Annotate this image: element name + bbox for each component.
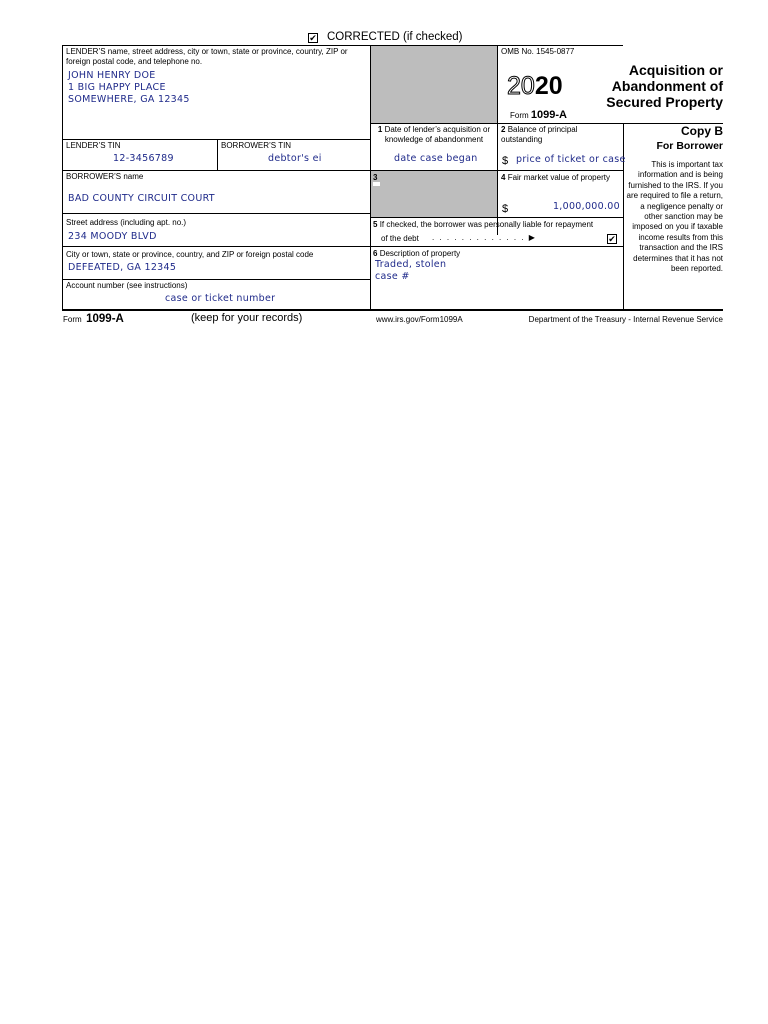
form-id: Form 1099-A <box>510 109 567 121</box>
box5-leader: . . . . . . . . . . . . . ▶ <box>432 233 537 242</box>
copy-heading: Copy B <box>681 124 723 138</box>
footer-department: Department of the Treasury - Internal Revenue Service <box>528 315 723 324</box>
borrower-tin-label: BORROWER’S TIN <box>221 141 292 150</box>
box5-label-2: of the debt <box>381 234 419 243</box>
box5-label: 5 If checked, the borrower was personally liable for repayment <box>373 220 594 229</box>
rule-box5-end <box>370 246 623 247</box>
rule-tin-end <box>62 170 370 171</box>
box3-input[interactable] <box>373 182 380 186</box>
rule-lender-end <box>62 139 370 140</box>
rule-name-end <box>62 213 370 214</box>
box1-label: 1 Date of lender’s acquisition or knowledge of abandonment <box>377 125 491 144</box>
lender-label: LENDER’S name, street address, city or town, state or province, country, ZIP or foreign postal code, and telephone no. <box>66 47 348 66</box>
city-value[interactable]: DEFEATED, GA 12345 <box>68 262 177 273</box>
rule-street-end <box>62 246 370 247</box>
box4-label: 4 Fair market value of property <box>501 173 610 182</box>
box3-label: 3 <box>373 173 378 182</box>
box2-dollar: $ <box>502 155 509 167</box>
tin-divider <box>217 139 218 170</box>
lender-tin-label: LENDER’S TIN <box>66 141 121 150</box>
borrower-tin-value[interactable]: debtor's ei <box>268 153 322 164</box>
account-value[interactable]: case or ticket number <box>165 293 276 304</box>
form-left-border <box>62 45 63 310</box>
box1-value[interactable]: date case began <box>394 153 478 164</box>
shaded-area-box3 <box>371 171 497 217</box>
footer-keep-note: (keep for your records) <box>191 312 303 324</box>
column-divider-2 <box>497 45 498 235</box>
footer-form-id: Form 1099-A <box>63 313 124 325</box>
rule-box3-end <box>370 217 623 218</box>
borrower-name-value[interactable]: BAD COUNTY CIRCUIT COURT <box>68 193 215 204</box>
form-top-border <box>62 45 623 46</box>
omb-number: OMB No. 1545-0877 <box>501 47 575 56</box>
box4-value[interactable]: 1,000,000.00 <box>552 201 620 212</box>
street-value[interactable]: 234 MOODY BLVD <box>68 231 157 242</box>
form-title: Acquisition or Abandonment of Secured Property <box>606 62 723 110</box>
box6-value-2[interactable]: case # <box>375 271 410 282</box>
box2-label: 2 Balance of principal outstanding <box>501 125 578 144</box>
lender-address[interactable]: 1 BIG HAPPY PLACE <box>68 82 166 93</box>
borrower-name-label: BORROWER’S name <box>66 172 144 181</box>
box6-label: 6 Description of property <box>373 249 461 258</box>
box2-value[interactable]: price of ticket or case <box>516 154 626 165</box>
rule-city-end <box>62 279 370 280</box>
footer-url[interactable]: www.irs.gov/Form1099A <box>376 315 463 324</box>
corrected-checkbox[interactable]: ✔ <box>309 33 317 43</box>
column-divider-3 <box>623 123 624 310</box>
tax-year: 2020 <box>507 72 563 100</box>
rule-top-boxes <box>370 123 723 124</box>
lender-name[interactable]: JOHN HENRY DOE <box>68 70 156 81</box>
box5-checkbox[interactable]: ✔ <box>608 234 616 244</box>
corrected-label: CORRECTED (if checked) <box>327 31 463 43</box>
copy-subheading: For Borrower <box>656 140 723 152</box>
copy-notice: This is important tax information and is being furnished to the IRS. If you are required to file a return, a negligence penalty or other sanction may be imposed on you if taxable income results from this transaction and the IRS determines that it has not been reported. <box>626 160 723 274</box>
shaded-area-top <box>371 46 497 123</box>
street-label: Street address (including apt. no.) <box>66 218 187 227</box>
city-label: City or town, state or province, country, and ZIP or foreign postal code <box>66 250 314 259</box>
box6-value-1[interactable]: Traded, stolen <box>375 259 447 270</box>
lender-city[interactable]: SOMEWHERE, GA 12345 <box>68 94 190 105</box>
account-label: Account number (see instructions) <box>66 281 188 290</box>
box4-dollar: $ <box>502 203 509 215</box>
lender-tin-value[interactable]: 12-3456789 <box>113 153 174 164</box>
